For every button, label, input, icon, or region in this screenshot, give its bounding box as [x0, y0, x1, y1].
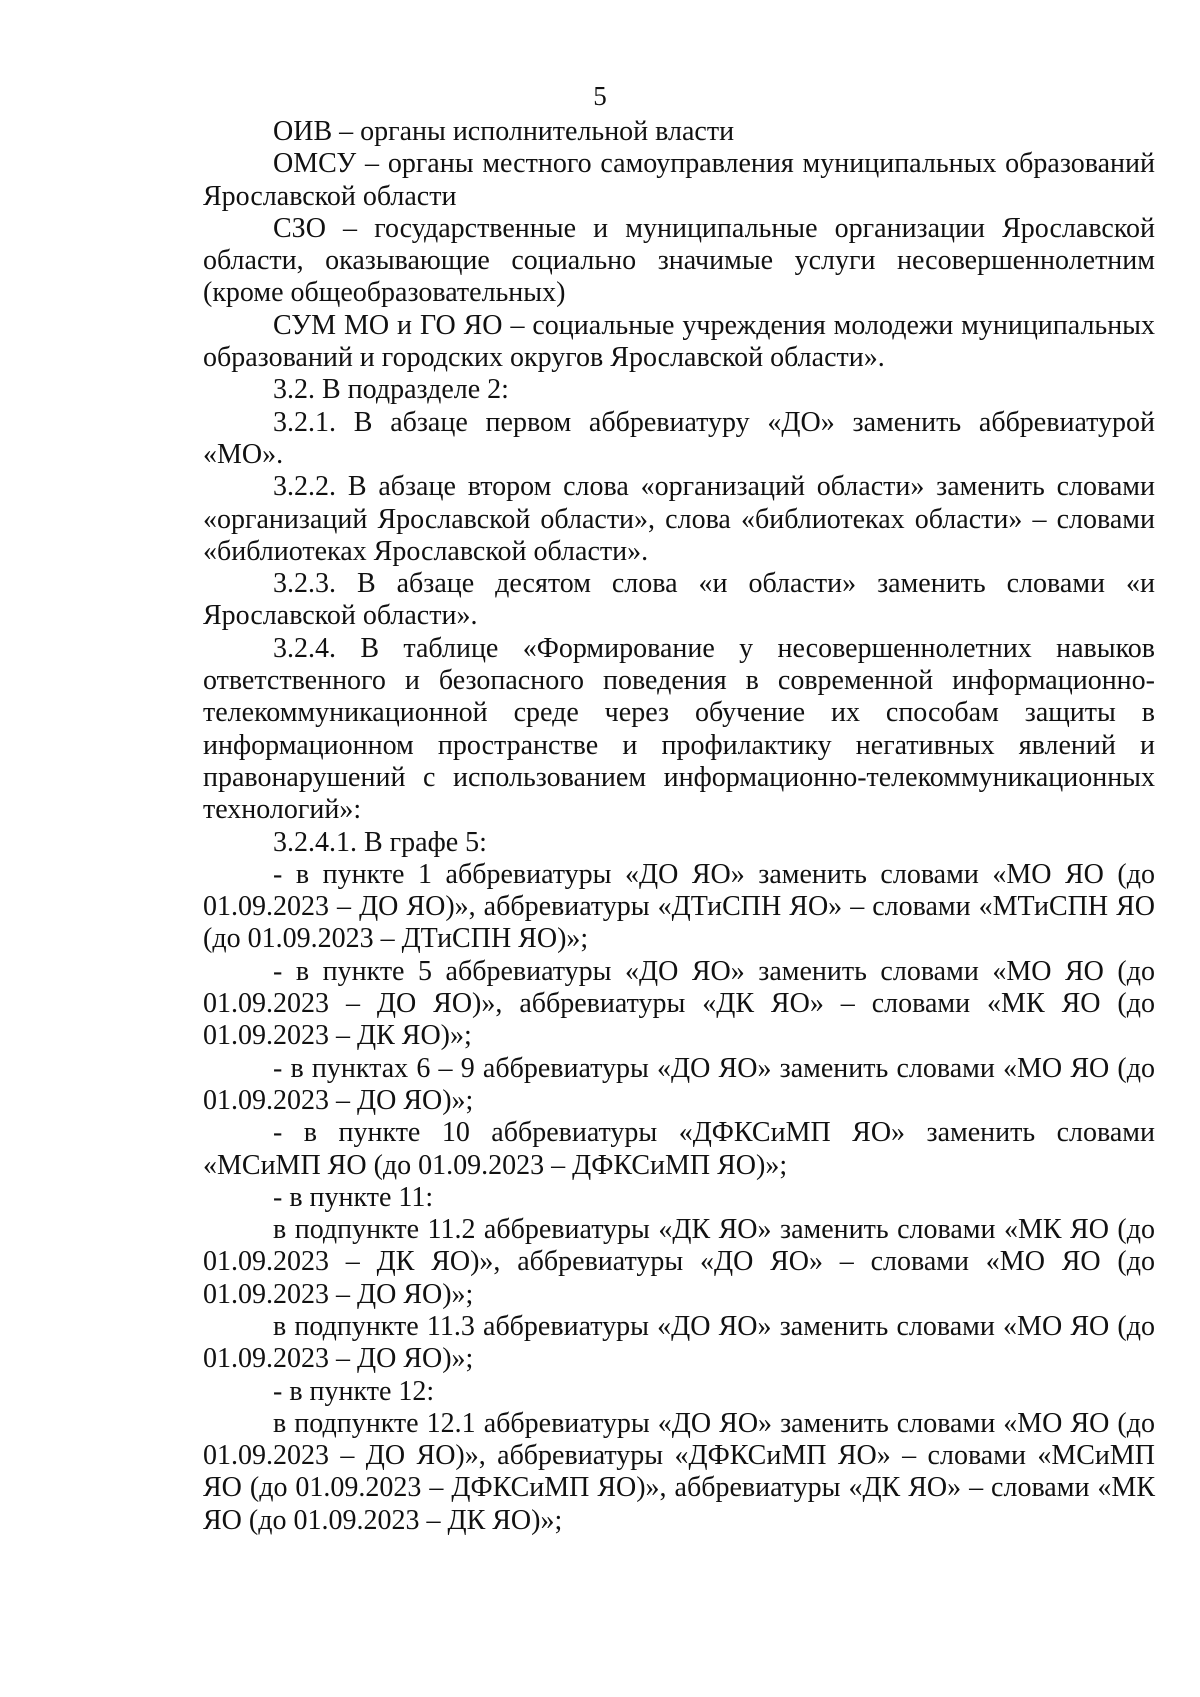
paragraph-szo: СЗО – государственные и муниципальные организации Ярославской области, оказывающие социально значимые услуги несовершеннолетним (кроме общеобразовательных) — [203, 212, 1155, 309]
paragraph-3-2-4-1: 3.2.4.1. В графе 5: — [273, 826, 487, 858]
paragraph-3-2: 3.2. В подразделе 2: — [273, 374, 509, 406]
paragraph-3-2-3: 3.2.3. В абзаце десятом слова «и области» заменить словами «и Ярославской области». — [203, 568, 1155, 632]
list-item-point-12: - в пункте 12: — [273, 1375, 435, 1407]
subpoint-11-2: в подпункте 11.2 аббревиатуры «ДК ЯО» заменить словами «МК ЯО (до 01.09.2023 – ДК ЯО)», аббревиатуры «ДО ЯО» – словами «МО ЯО (до 01.09.2023 – ДО ЯО)»; — [203, 1214, 1155, 1310]
list-item-point-1: - в пункте 1 аббревиатуры «ДО ЯО» заменить словами «МО ЯО (до 01.09.2023 – ДО ЯО)», аббревиатуры «ДТиСПН ЯО» – словами «МТиСПН ЯО (до 01.09.2023 – ДТиСПН ЯО)»; — [203, 858, 1155, 955]
subpoint-11-3: в подпункте 11.3 аббревиатуры «ДО ЯО» заменить словами «МО ЯО (до 01.09.2023 – ДО ЯО)»; — [203, 1310, 1155, 1375]
paragraph-3-2-4: 3.2.4. В таблице «Формирование у несовершеннолетних навыков ответственного и безопасного поведения в современной информационно-телекоммуникационной среде через обучение их способам защиты в информационном пространстве и профилактику негативных явлений и правонарушений с использованием информационно-телекоммуникационных технологий»: — [203, 632, 1155, 826]
list-item-point-10: - в пункте 10 аббревиатуры «ДФКСиМП ЯО» заменить словами «МСиМП ЯО (до 01.09.2023 – ДФКСиМП ЯО)»; — [203, 1117, 1155, 1181]
list-item-points-6-9: - в пунктах 6 – 9 аббревиатуры «ДО ЯО» заменить словами «МО ЯО (до 01.09.2023 – ДО ЯО)»; — [203, 1052, 1155, 1116]
paragraph-3-2-2: 3.2.2. В абзаце втором слова «организаций области» заменить словами «организаций Ярославской области», слова «библиотеках области» – словами «библиотеках Ярославской области». — [203, 471, 1155, 567]
page-number: 5 — [593, 81, 607, 111]
list-item-point-5: - в пункте 5 аббревиатуры «ДО ЯО» заменить словами «МО ЯО (до 01.09.2023 – ДО ЯО)», аббревиатуры «ДК ЯО» – словами «МК ЯО (до 01.09.2023 – ДК ЯО)»; — [203, 955, 1155, 1052]
list-item-point-11: - в пункте 11: — [273, 1181, 434, 1213]
paragraph-oiv: ОИВ – органы исполнительной власти — [273, 116, 735, 147]
subpoint-12-1: в подпункте 12.1 аббревиатуры «ДО ЯО» заменить словами «МО ЯО (до 01.09.2023 – ДО ЯО)», аббревиатуры «ДФКСиМП ЯО» – словами «МСиМП ЯО (до 01.09.2023 – ДФКСиМП ЯО)», аббревиатуры «ДК ЯО» – словами «МК ЯО (до 01.09.2023 – ДК ЯО)»; — [203, 1407, 1155, 1536]
paragraph-omsu: ОМСУ – органы местного самоуправления муниципальных образований Ярославской области — [203, 148, 1155, 212]
paragraph-3-2-1: 3.2.1. В абзаце первом аббревиатуру «ДО» заменить аббревиатурой «МО». — [203, 406, 1155, 470]
paragraph-sum: СУМ МО и ГО ЯО – социальные учреждения молодежи муниципальных образований и городских округов Ярославской области». — [203, 309, 1155, 374]
document-body — [203, 116, 1155, 1537]
